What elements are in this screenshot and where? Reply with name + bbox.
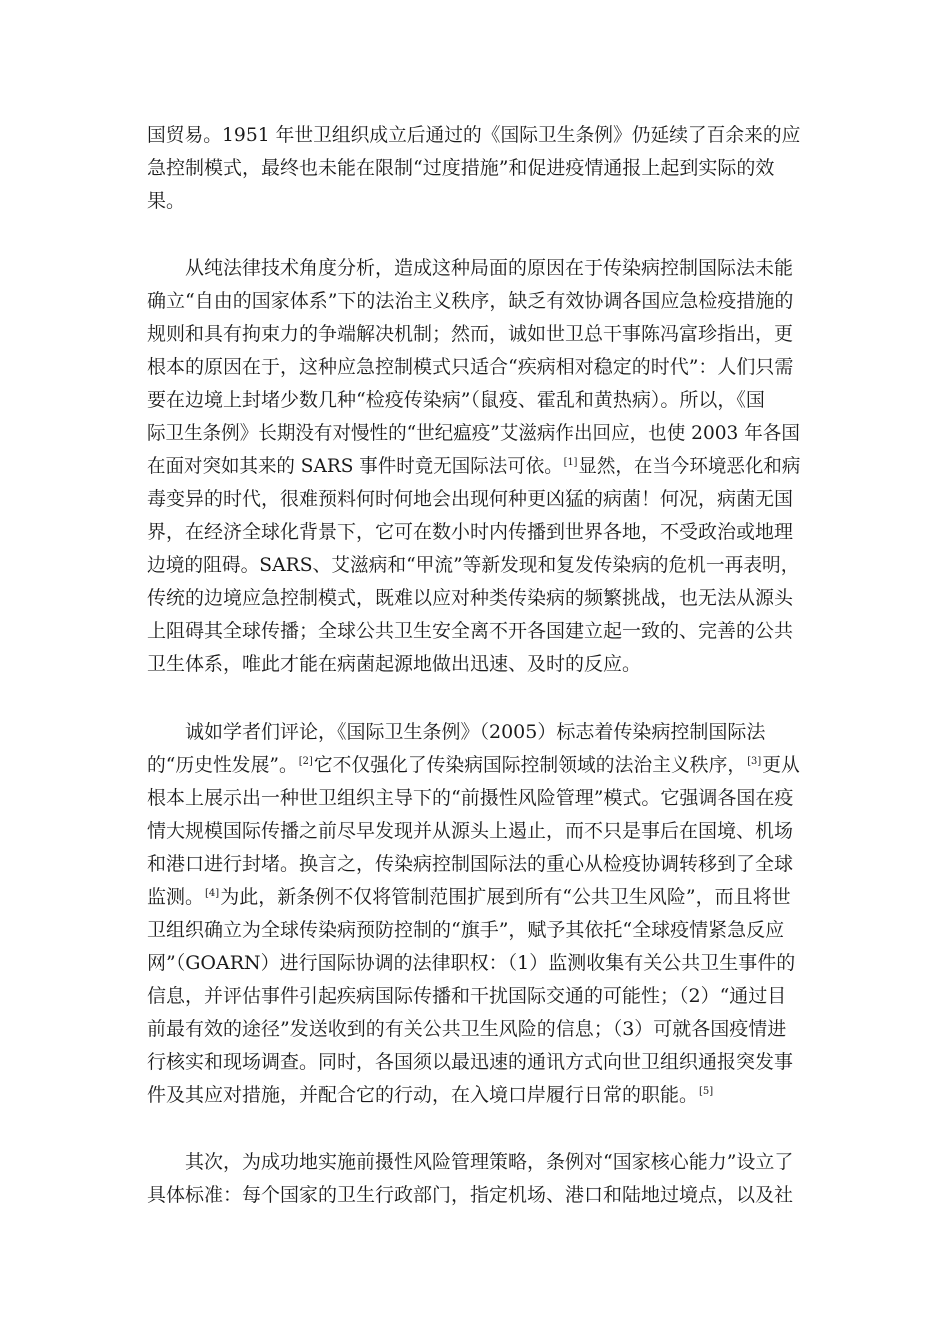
text-line: 卫生体系，唯此才能在病菌起源地做出迅速、及时的反应。 [147, 653, 642, 675]
text-line: 在面对突如其来的 SARS 事件时竟无国际法可依。[1]显然，在当今环境恶化和病 [147, 455, 801, 477]
text-line: 要在边境上封堵少数几种“检疫传染病”（鼠疫、霍乱和黄热病）。所以，《国 [147, 389, 765, 411]
text-line: 具体标准：每个国家的卫生行政部门，指定机场、港口和陆地过境点，以及社 [147, 1184, 794, 1206]
text-line: 急控制模式，最终也未能在限制“过度措施”和促进疫情通报上起到实际的效 [147, 157, 775, 179]
text-line: 其次，为成功地实施前摄性风险管理策略，条例对“国家核心能力”设立了 [185, 1151, 794, 1173]
footnote-ref[interactable]: [3] [747, 756, 762, 767]
text-line: 界，在经济全球化背景下，它可在数小时内传播到世界各地，不受政治或地理 [147, 521, 794, 543]
footnote-ref[interactable]: [1] [563, 457, 578, 468]
text-line: 情大规模国际传播之前尽早发现并从源头上遏止，而不只是事后在国境、机场 [147, 820, 794, 842]
text-line: 件及其应对措施，并配合它的行动，在入境口岸履行日常的职能。[5] [147, 1084, 714, 1106]
text-line: 根本的原因在于，这种应急控制模式只适合“疾病相对稳定的时代”：人们只需 [147, 356, 794, 378]
text-line: 国贸易。1951 年世卫组织成立后通过的《国际卫生条例》仍延续了百余来的应 [147, 124, 801, 146]
text-line: 诚如学者们评论，《国际卫生条例》（2005）标志着传染病控制国际法 [185, 721, 766, 743]
text-line: 行核实和现场调查。同时，各国须以最迅速的通讯方式向世卫组织通报突发事 [147, 1051, 794, 1073]
text-line: 卫组织确立为全球传染病预防控制的“旗手”，赋予其依托“全球疫情紧急反应 [147, 919, 785, 941]
text-line: 网”（GOARN）进行国际协调的法律职权：（1）监测收集有关公共卫生事件的 [147, 952, 796, 974]
text-line: 监测。[4]为此，新条例不仅将管制范围扩展到所有“公共卫生风险”，而且将世 [147, 886, 791, 908]
text-line: 的“历史性发展”。[2]它不仅强化了传染病国际控制领域的法治主义秩序，[3]更从 [147, 754, 800, 776]
footnote-ref[interactable]: [5] [699, 1086, 714, 1097]
text-line: 规则和具有拘束力的争端解决机制；然而，诚如世卫总干事陈冯富珍指出，更 [147, 323, 794, 345]
text-line: 和港口进行封堵。换言之，传染病控制国际法的重心从检疫协调转移到了全球 [147, 853, 794, 875]
text-line: 毒变异的时代，很难预料何时何地会出现何种更凶猛的病菌！何况，病菌无国 [147, 488, 794, 510]
text-line: 信息，并评估事件引起疾病国际传播和干扰国际交通的可能性；（2）“通过目 [147, 985, 787, 1007]
text-line: 果。 [147, 190, 186, 212]
text-line: 根本上展示出一种世卫组织主导下的“前摄性风险管理”模式。它强调各国在疫 [147, 787, 794, 809]
text-line: 上阻碍其全球传播；全球公共卫生安全离不开各国建立起一致的、完善的公共 [147, 620, 794, 642]
footnote-ref[interactable]: [4] [205, 888, 220, 899]
text-line: 从纯法律技术角度分析，造成这种局面的原因在于传染病控制国际法未能 [185, 257, 794, 279]
text-line: 边境的阻碍。SARS、艾滋病和“甲流”等新发现和复发传染病的危机一再表明， [147, 554, 800, 576]
text-line: 确立“自由的国家体系”下的法治主义秩序，缺乏有效协调各国应急检疫措施的 [147, 290, 794, 312]
text-line: 前最有效的途径”发送收到的有关公共卫生风险的信息；（3）可就各国疫情进 [147, 1018, 787, 1040]
text-line: 传统的边境应急控制模式，既难以应对种类传染病的频繁挑战，也无法从源头 [147, 587, 794, 609]
text-line: 际卫生条例》长期没有对慢性的“世纪瘟疫”艾滋病作出回应，也使 2003 年各国 [147, 422, 800, 444]
footnote-ref[interactable]: [2] [298, 756, 313, 767]
